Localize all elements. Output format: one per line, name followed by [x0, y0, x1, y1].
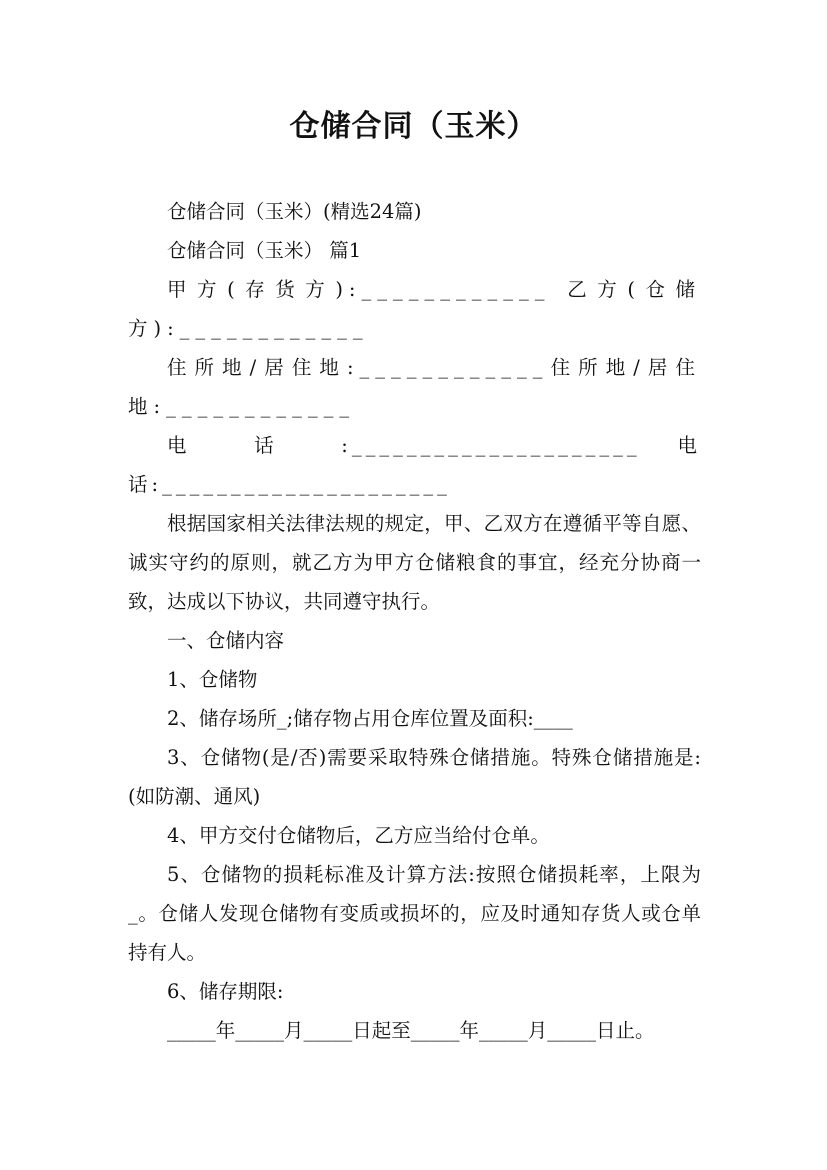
paragraph-party-addresses: 住所地/居住地:____________住所地/居住地:____________: [128, 356, 701, 418]
paragraph-item-3: 3、仓储物(是/否)需要采取特殊仓储措施。特殊仓储措施是:(如防潮、通风): [128, 746, 701, 808]
paragraph-section-heading: 仓储合同（玉米） 篇1: [167, 239, 362, 262]
paragraph-item-6: 6、储存期限:: [167, 980, 284, 1003]
paragraph-item-2: 2、储存场所_;储存物占用仓库位置及面积:____: [167, 707, 573, 730]
paragraph-clause-heading: 一、仓储内容: [167, 629, 285, 652]
paragraph-party-phones: 电 话 :_____________________ 电话:_____________________: [128, 434, 701, 496]
paragraph-party-names: 甲方(存货方):____________ 乙方(仓储方):____________: [128, 278, 701, 340]
document-title: 仓储合同（玉米）: [289, 109, 538, 144]
paragraph-preamble: 根据国家相关法律法规的规定，甲、乙双方在遵循平等自愿、诚实守约的原则，就乙方为甲方仓储粮食的事宜，经充分协商一致，达成以下协议，共同遵守执行。: [128, 512, 701, 613]
paragraph-item-4: 4、甲方交付仓储物后，乙方应当给付仓单。: [167, 824, 550, 847]
paragraph-storage-period: _____年_____月_____日起至_____年_____月_____日止。: [167, 1019, 655, 1042]
document-body: [128, 192, 701, 1050]
paragraph-subtitle: 仓储合同（玉米）(精选24篇): [167, 200, 422, 223]
paragraph-item-5: 5、仓储物的损耗标准及计算方法:按照仓储损耗率，上限为_。仓储人发现仓储物有变质或损坏的，应及时通知存货人或仓单持有人。: [128, 863, 701, 964]
paragraph-item-1: 1、仓储物: [167, 668, 258, 691]
